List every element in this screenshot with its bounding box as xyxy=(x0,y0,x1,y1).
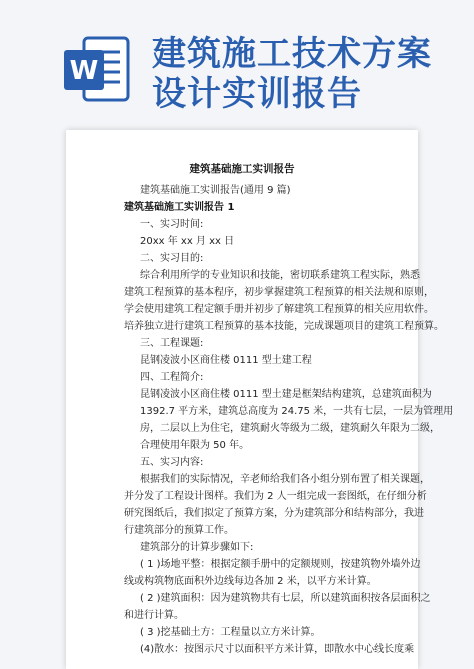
doc-line: 行建筑部分的预算工作。 xyxy=(124,525,234,536)
doc-line: 三、工程课题: xyxy=(140,338,204,349)
banner-header xyxy=(0,0,474,114)
doc-line: 综合利用所学的专业知识和技能，密切联系建筑工程实际，熟悉 xyxy=(140,270,420,281)
doc-line: 1392.7 平方米，建筑总高度为 24.75 米，一共有七层，一层为管理用 xyxy=(140,406,454,417)
svg-text:W: W xyxy=(69,56,99,86)
doc-line: 学会使用建筑工程定额手册并初步了解建筑工程预算的相关应用软件。 xyxy=(124,304,434,315)
doc-line: 昆钢凌波小区商住楼 0111 型土建工程 xyxy=(140,355,312,366)
doc-line: 和进行计算。 xyxy=(124,610,184,621)
banner-title-line-2: 设计实训报告 xyxy=(152,74,362,114)
doc-line: 建筑基础施工实训报告(通用 9 篇) xyxy=(140,185,291,196)
doc-line: 20xx 年 xx 月 xx 日 xyxy=(140,236,235,247)
word-document-icon xyxy=(62,34,132,104)
doc-line: 五、实习内容: xyxy=(140,457,204,468)
doc-line: 一、实习时间: xyxy=(140,219,204,230)
doc-line: 研究图纸后，我们拟定了预算方案，分为建筑部分和结构部分，我进 xyxy=(124,508,424,519)
doc-line: 线或构筑物底面积外边线每边各加 2 米，以平方米计算。 xyxy=(124,576,377,587)
document-page xyxy=(66,130,454,669)
doc-line: ( 2 )建筑面积：因为建筑物共有七层，所以建筑面积按各层面积之 xyxy=(140,593,431,604)
doc-line: 合理使用年限为 50 年。 xyxy=(140,440,250,451)
doc-line: 并分发了工程设计图样。我们为 2 人一组完成一套图纸，在仔细分析 xyxy=(124,491,427,502)
doc-line: 建筑工程预算的基本程序，初步掌握建筑工程预算的相关法规和原则， xyxy=(124,287,434,298)
doc-line: 四、工程简介: xyxy=(140,372,204,383)
doc-line: ( 1 )场地平整：根据定额手册中的定额规则，按建筑物外墙外边 xyxy=(140,559,421,570)
doc-heading: 建筑基础施工实训报告 1 xyxy=(124,202,235,213)
doc-line: 昆钢凌波小区商住楼 0111 型土建是框架结构建筑，总建筑面积为 xyxy=(140,389,432,400)
doc-line: 二、实习目的: xyxy=(140,253,204,264)
doc-line: 培养独立进行建筑工程预算的基本技能，完成课题项目的建筑工程预算。 xyxy=(124,321,444,332)
doc-line: 根据我们的实际情况，辛老师给我们各小组分别布置了相关课题， xyxy=(140,474,430,485)
doc-line: 建筑部分的计算步骤如下: xyxy=(140,542,254,553)
doc-line: 房，二层以上为住宅，建筑耐火等级为二级，建筑耐久年限为二级， xyxy=(140,423,440,434)
doc-line: (4)散水：按图示尺寸以面积平方米计算，即散水中心线长度乘 xyxy=(140,644,415,655)
banner-title-line-1: 建筑施工技术方案 xyxy=(152,34,432,74)
document-title: 建筑基础施工实训报告 xyxy=(189,163,295,175)
doc-line: ( 3 )挖基础土方：工程量以立方米计算。 xyxy=(140,627,321,638)
